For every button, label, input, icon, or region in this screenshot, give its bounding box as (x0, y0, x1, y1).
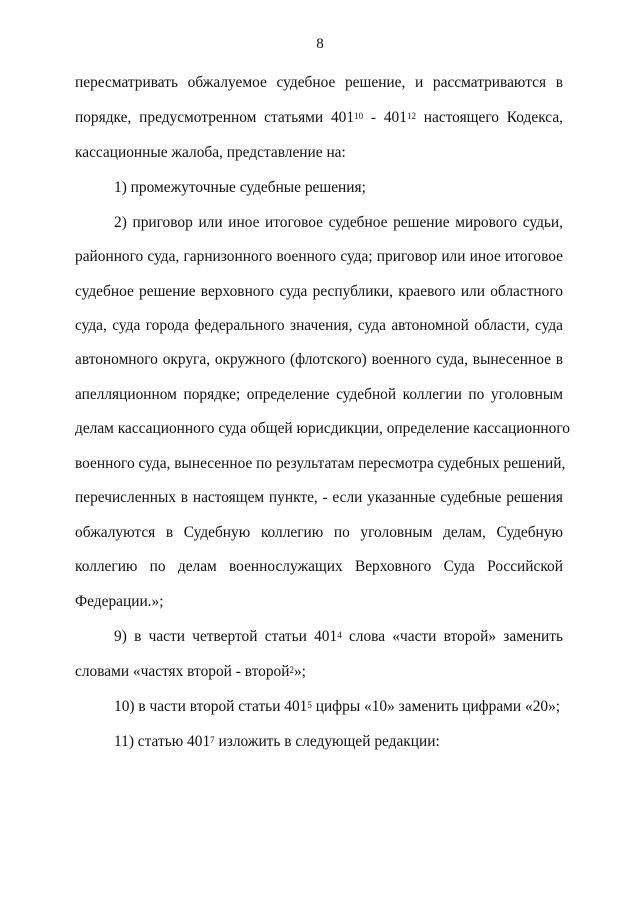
text-line: апелляционном порядке; определение судебной коллегии по уголовным (75, 386, 563, 403)
superscript: 2 (289, 665, 294, 675)
text-line: районного суда, гарнизонного военного суда; приговор или иное итоговое (75, 248, 563, 265)
text-line: словами «частях второй - второй$^2$»; (75, 663, 306, 680)
text-line: автономного округа, окружного (флотского) военного суда, вынесенное в (75, 351, 563, 368)
list-item-2: 2) приговор или иное итоговое судебное решение мирового судьи, (114, 214, 563, 231)
text-line: обжалуются в Судебную коллегию по уголовным делам, Судебную (75, 524, 563, 541)
superscript: 7 (210, 735, 215, 745)
text-line: пересматривать обжалуемое судебное решение, и рассматриваются в (75, 74, 563, 91)
text-line: суда, суда города федерального значения, суда автономной области, суда (75, 317, 563, 334)
list-item-11: 11) статью $401^7$ изложить в следующей редакции: (114, 733, 440, 750)
text-line: делам кассационного суда общей юрисдикции, определение кассационного (75, 420, 570, 437)
list-item-1: 1) промежуточные судебные решения; (114, 179, 366, 196)
text-line: военного суда, вынесенное по результатам пересмотра судебных решений, (75, 455, 566, 472)
text-line: перечисленных в настоящем пункте, - если указанные судебные решения (75, 489, 563, 506)
text-line: кассационные жалоба, представление на: (75, 144, 346, 161)
text-line: коллегию по делам военнослужащих Верховного Суда Российской (75, 558, 563, 575)
text-line: порядке, предусмотренном статьями $401^{10} - 401^{12}$ настоящего Кодекса, (75, 109, 564, 126)
text-line: Федерации.»; (75, 593, 164, 610)
superscript: 10 (354, 111, 364, 121)
superscript: 4 (337, 630, 342, 640)
text-line: судебное решение верховного суда республики, краевого или областного (75, 283, 563, 300)
page-number: 8 (316, 36, 324, 52)
superscript: 5 (307, 700, 312, 710)
superscript: 12 (406, 111, 416, 121)
list-item-10: 10) в части второй статьи $401^5$ цифры «10» заменить цифрами «20»; (114, 698, 561, 715)
list-item-9: 9) в части четвертой статьи $401^4$ слова «части второй» заменить (114, 628, 563, 645)
